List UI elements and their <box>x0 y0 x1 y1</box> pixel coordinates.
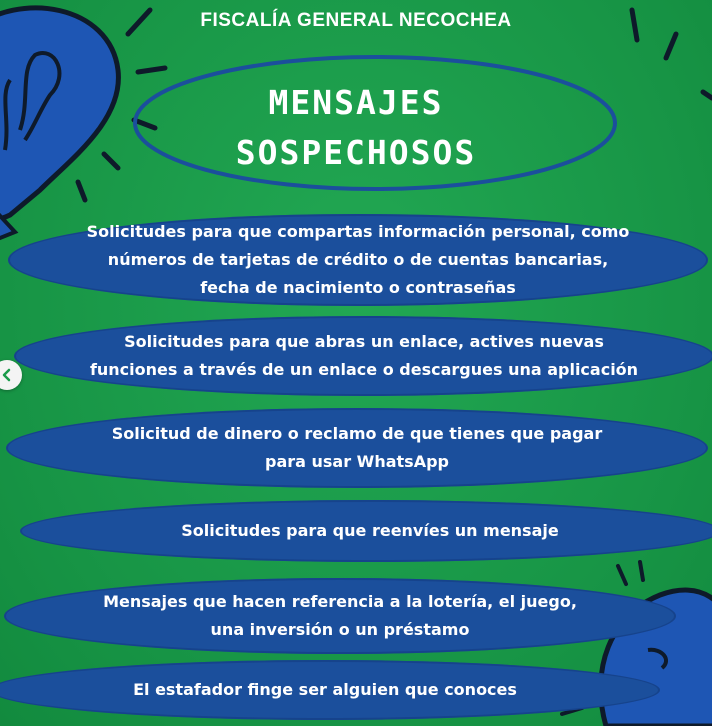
title-line-1: MENSAJES <box>268 83 444 122</box>
item-open-link <box>14 316 712 396</box>
item-money-request <box>6 408 708 488</box>
item-line: Solicitud de dinero o reclamo de que tienes que pagar <box>111 424 603 443</box>
item-line: fecha de nacimiento o contraseñas <box>200 278 516 297</box>
item-line: Solicitudes para que reenvíes un mensaje <box>181 521 559 540</box>
item-impersonation <box>0 660 660 720</box>
lightbulb-left-icon <box>0 8 165 240</box>
item-line: Solicitudes para que abras un enlace, actives nuevas <box>124 332 604 351</box>
item-line: Mensajes que hacen referencia a la lotería, el juego, <box>103 592 577 611</box>
organization-name: FISCALÍA GENERAL NECOCHEA <box>200 10 512 31</box>
item-line: funciones a través de un enlace o descargues una aplicación <box>89 360 639 379</box>
item-line: números de tarjetas de crédito o de cuentas bancarias, <box>107 250 609 269</box>
item-line: Solicitudes para que compartas información personal, como <box>86 222 630 241</box>
item-forward-message <box>20 500 712 562</box>
item-line: El estafador finge ser alguien que conoces <box>133 680 517 699</box>
chevron-left-icon <box>0 368 14 382</box>
item-line: una inversión o un préstamo <box>210 620 470 639</box>
item-lottery <box>4 578 676 654</box>
item-personal-info <box>8 214 708 306</box>
item-line: para usar WhatsApp <box>265 452 449 471</box>
title-line-2: SOSPECHOSOS <box>235 133 477 172</box>
